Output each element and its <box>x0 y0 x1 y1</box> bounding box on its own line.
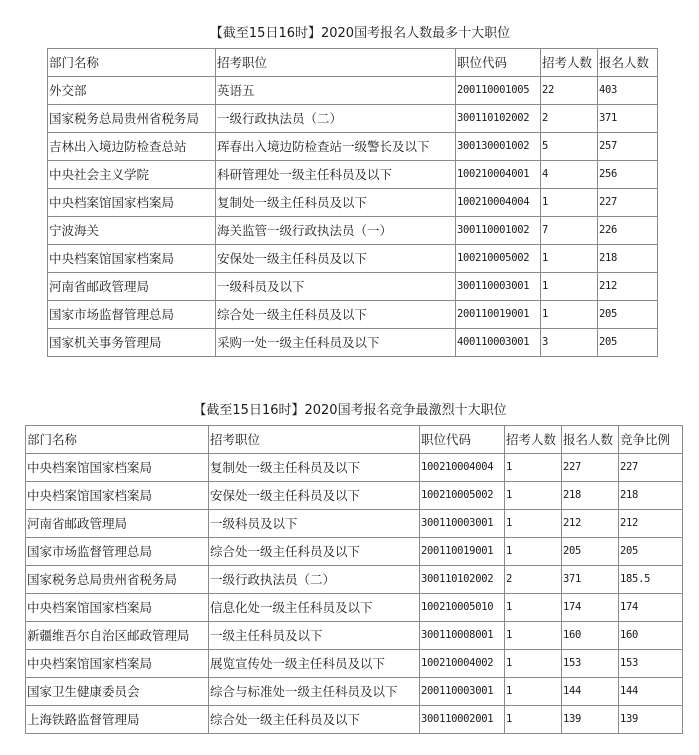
table-cell: 新疆维吾尔自治区邮政管理局 <box>26 622 209 650</box>
table-cell: 218 <box>598 245 658 273</box>
table-row <box>48 77 658 105</box>
table-row <box>26 650 683 678</box>
column-header: 职位代码 <box>456 49 541 77</box>
table-row <box>26 594 683 622</box>
table2-title: 【截至15日16时】2020国考报名竞争最激烈十大职位 <box>193 403 507 418</box>
table-header-row <box>48 49 658 77</box>
table-cell: 300110003001 <box>420 510 505 538</box>
column-header: 职位代码 <box>420 426 505 454</box>
table-cell: 中央档案馆国家档案局 <box>26 594 209 622</box>
table-cell: 英语五 <box>216 77 456 105</box>
table-cell: 一级行政执法员（二） <box>216 105 456 133</box>
table-row <box>26 454 683 482</box>
table-cell: 中央社会主义学院 <box>48 161 216 189</box>
column-header: 招考职位 <box>209 426 420 454</box>
table-cell: 2 <box>541 105 598 133</box>
column-header: 招考人数 <box>541 49 598 77</box>
table-cell: 205 <box>619 538 683 566</box>
table-row <box>48 273 658 301</box>
table-cell: 212 <box>598 273 658 301</box>
table-cell: 3 <box>541 329 598 357</box>
table-cell: 100210004004 <box>456 189 541 217</box>
table-cell: 100210005002 <box>456 245 541 273</box>
table-cell: 7 <box>541 217 598 245</box>
column-header: 部门名称 <box>26 426 209 454</box>
table-cell: 100210005002 <box>420 482 505 510</box>
table-cell: 国家市场监督管理总局 <box>48 301 216 329</box>
table-cell: 信息化处一级主任科员及以下 <box>209 594 420 622</box>
most-applicants-table <box>47 48 658 357</box>
table-cell: 综合处一级主任科员及以下 <box>216 301 456 329</box>
table-row <box>26 622 683 650</box>
table-row <box>48 189 658 217</box>
table-cell: 1 <box>505 706 562 734</box>
table-cell: 国家机关事务管理局 <box>48 329 216 357</box>
table-cell: 300110003001 <box>456 273 541 301</box>
column-header: 部门名称 <box>48 49 216 77</box>
table-cell: 河南省邮政管理局 <box>26 510 209 538</box>
table-cell: 安保处一级主任科员及以下 <box>209 482 420 510</box>
table-cell: 中央档案馆国家档案局 <box>26 482 209 510</box>
table-cell: 174 <box>619 594 683 622</box>
table-cell: 2 <box>505 566 562 594</box>
table-cell: 上海铁路监督管理局 <box>26 706 209 734</box>
table-cell: 中央档案馆国家档案局 <box>48 245 216 273</box>
most-competitive-table <box>25 425 683 734</box>
table-cell: 复制处一级主任科员及以下 <box>216 189 456 217</box>
table-row <box>48 329 658 357</box>
table-cell: 1 <box>541 273 598 301</box>
table-cell: 22 <box>541 77 598 105</box>
table-cell: 226 <box>598 217 658 245</box>
table-row <box>48 105 658 133</box>
table-cell: 160 <box>562 622 619 650</box>
table-cell: 256 <box>598 161 658 189</box>
table-cell: 外交部 <box>48 77 216 105</box>
table-row <box>26 678 683 706</box>
table-cell: 153 <box>619 650 683 678</box>
table-cell: 200110019001 <box>456 301 541 329</box>
table-cell: 一级科员及以下 <box>209 510 420 538</box>
table-cell: 300110008001 <box>420 622 505 650</box>
table1-title: 【截至15日16时】2020国考报名人数最多十大职位 <box>209 26 511 41</box>
table-cell: 1 <box>505 650 562 678</box>
table-cell: 科研管理处一级主任科员及以下 <box>216 161 456 189</box>
table-cell: 257 <box>598 133 658 161</box>
table-cell: 212 <box>619 510 683 538</box>
table-cell: 300110102002 <box>456 105 541 133</box>
table-cell: 153 <box>562 650 619 678</box>
table-cell: 300110102002 <box>420 566 505 594</box>
table-cell: 160 <box>619 622 683 650</box>
table-cell: 174 <box>562 594 619 622</box>
table-cell: 1 <box>505 678 562 706</box>
table-cell: 国家税务总局贵州省税务局 <box>48 105 216 133</box>
table-cell: 一级科员及以下 <box>216 273 456 301</box>
table-cell: 139 <box>562 706 619 734</box>
table-cell: 1 <box>541 301 598 329</box>
table-cell: 100210004002 <box>420 650 505 678</box>
table-cell: 218 <box>619 482 683 510</box>
table-cell: 100210004004 <box>420 454 505 482</box>
table-cell: 一级主任科员及以下 <box>209 622 420 650</box>
table-header-row <box>26 426 683 454</box>
table-cell: 1 <box>505 594 562 622</box>
table-row <box>26 566 683 594</box>
table-cell: 200110001005 <box>456 77 541 105</box>
table-row <box>26 510 683 538</box>
table-cell: 227 <box>619 454 683 482</box>
table-cell: 国家卫生健康委员会 <box>26 678 209 706</box>
table-cell: 复制处一级主任科员及以下 <box>209 454 420 482</box>
table-cell: 1 <box>505 510 562 538</box>
table-cell: 403 <box>598 77 658 105</box>
table-cell: 1 <box>505 482 562 510</box>
table-cell: 144 <box>619 678 683 706</box>
table-cell: 1 <box>541 189 598 217</box>
table-cell: 1 <box>505 454 562 482</box>
table-cell: 综合与标准处一级主任科员及以下 <box>209 678 420 706</box>
column-header: 报名人数 <box>598 49 658 77</box>
table-cell: 海关监管一级行政执法员（一） <box>216 217 456 245</box>
table-cell: 5 <box>541 133 598 161</box>
table-cell: 227 <box>562 454 619 482</box>
table-cell: 中央档案馆国家档案局 <box>26 650 209 678</box>
table-cell: 212 <box>562 510 619 538</box>
table-cell: 综合处一级主任科员及以下 <box>209 538 420 566</box>
table-cell: 珲春出入境边防检查站一级警长及以下 <box>216 133 456 161</box>
table-row <box>26 538 683 566</box>
table-cell: 300130001002 <box>456 133 541 161</box>
table-cell: 采购一处一级主任科员及以下 <box>216 329 456 357</box>
table-cell: 4 <box>541 161 598 189</box>
table-cell: 139 <box>619 706 683 734</box>
table-cell: 1 <box>541 245 598 273</box>
table-cell: 371 <box>598 105 658 133</box>
column-header: 招考职位 <box>216 49 456 77</box>
table-cell: 一级行政执法员（二） <box>209 566 420 594</box>
table-cell: 227 <box>598 189 658 217</box>
table-cell: 安保处一级主任科员及以下 <box>216 245 456 273</box>
table-cell: 205 <box>562 538 619 566</box>
column-header: 竞争比例 <box>619 426 683 454</box>
table-cell: 371 <box>562 566 619 594</box>
table-cell: 综合处一级主任科员及以下 <box>209 706 420 734</box>
table-cell: 205 <box>598 329 658 357</box>
table-row <box>26 706 683 734</box>
table-cell: 400110003001 <box>456 329 541 357</box>
table-cell: 200110019001 <box>420 538 505 566</box>
table-cell: 144 <box>562 678 619 706</box>
table-cell: 200110003001 <box>420 678 505 706</box>
table-cell: 100210005010 <box>420 594 505 622</box>
column-header: 招考人数 <box>505 426 562 454</box>
table-cell: 300110001002 <box>456 217 541 245</box>
table-row <box>48 161 658 189</box>
table-cell: 300110002001 <box>420 706 505 734</box>
table-cell: 1 <box>505 622 562 650</box>
table-cell: 国家税务总局贵州省税务局 <box>26 566 209 594</box>
table-row <box>48 301 658 329</box>
table-cell: 1 <box>505 538 562 566</box>
table-cell: 185.5 <box>619 566 683 594</box>
table-cell: 国家市场监督管理总局 <box>26 538 209 566</box>
table-cell: 205 <box>598 301 658 329</box>
table-cell: 吉林出入境边防检查总站 <box>48 133 216 161</box>
table-cell: 宁波海关 <box>48 217 216 245</box>
column-header: 报名人数 <box>562 426 619 454</box>
table-cell: 100210004001 <box>456 161 541 189</box>
table-cell: 218 <box>562 482 619 510</box>
table-cell: 中央档案馆国家档案局 <box>48 189 216 217</box>
table-row <box>48 217 658 245</box>
table-cell: 河南省邮政管理局 <box>48 273 216 301</box>
table-row <box>48 245 658 273</box>
table-row <box>26 482 683 510</box>
table-cell: 展览宣传处一级主任科员及以下 <box>209 650 420 678</box>
table-row <box>48 133 658 161</box>
table-cell: 中央档案馆国家档案局 <box>26 454 209 482</box>
